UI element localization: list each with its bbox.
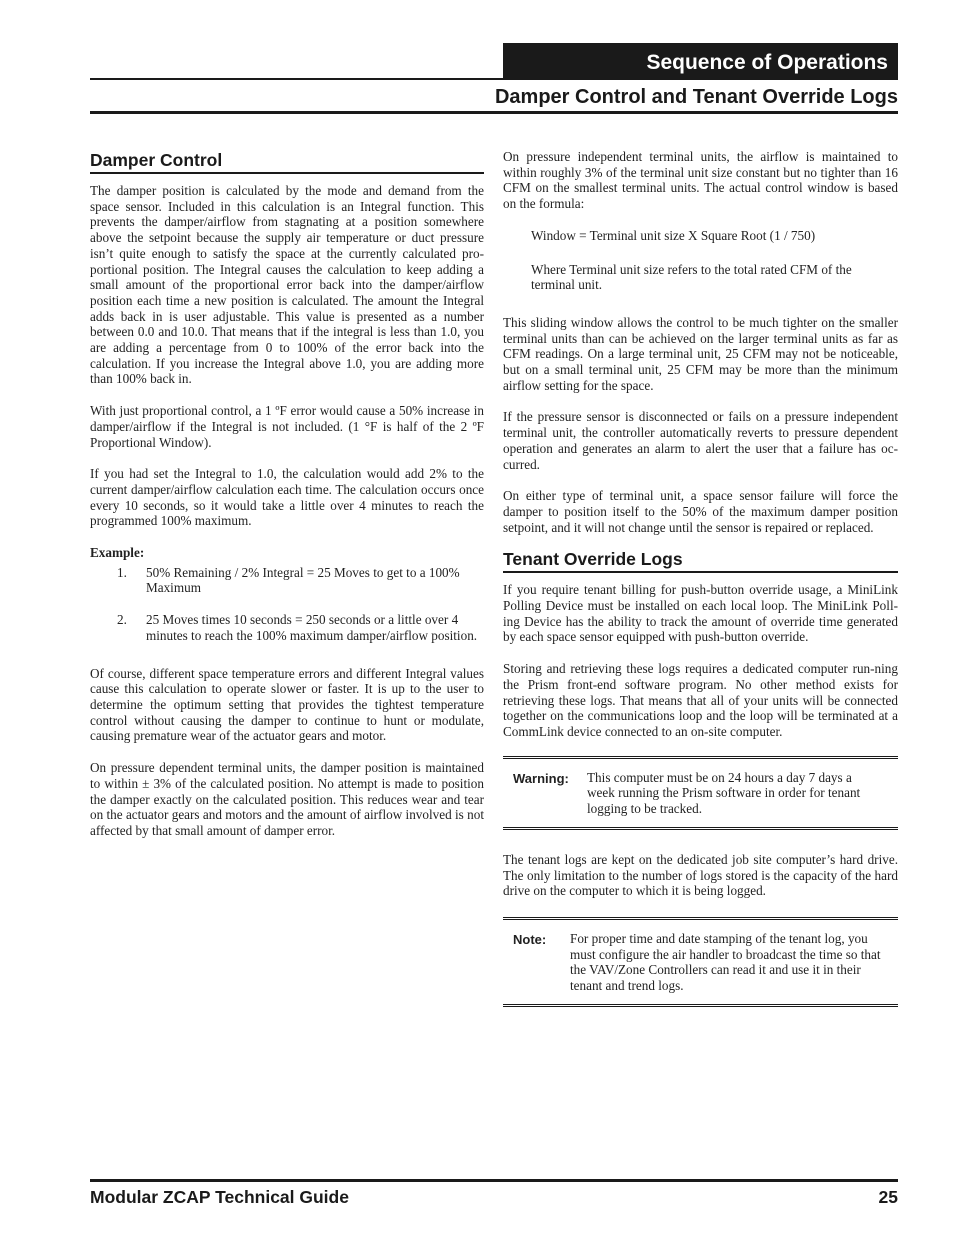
note-label: Note: [513, 931, 547, 947]
section-header-title: Sequence of Operations [503, 43, 898, 79]
tenant-override-heading: Tenant Override Logs [503, 548, 898, 573]
damper-control-heading: Damper Control [90, 149, 484, 174]
list-text: 50% Remaining / 2% Integral = 25 Moves to get to a 100% Maximum [146, 564, 460, 596]
paragraph: If you had set the Integral to 1.0, the calculation would add 2% to the current damper/airflow calculation each time. The calculation occurs once every 10 seconds, so it would take a little over 4 minutes to reach the programmed 100% maximum. [90, 466, 484, 529]
example-list [90, 565, 484, 644]
paragraph: On pressure independent terminal units, the airflow is maintained to within roughly 3% of the terminal unit size constant but no tighter than 16 CFM on the smallest terminal units. The actual control window is based on the formula: [503, 149, 898, 212]
left-column [90, 149, 484, 839]
list-item [90, 612, 484, 643]
paragraph: Of course, different space temperature errors and different Integral values cause this calculation to operate slower or faster. It is up to the user to determine the optimum setting that provides the tightest temperature control without causing the damper to continue to hunt or modulate, causing premature wear of the actuator gears and motor. [90, 665, 484, 744]
footer-title: Modular ZCAP Technical Guide [90, 1187, 349, 1207]
paragraph: The tenant logs are kept on the dedicated job site computer’s hard drive. The only limitation to the number of logs stored is the capacity of the hard drive on the computer to which it is being logged. [503, 851, 898, 899]
header-rule-thick [90, 111, 898, 114]
note-callout [503, 917, 898, 1007]
right-column [503, 149, 898, 1029]
header-rule [90, 78, 898, 80]
warning-callout [503, 756, 898, 830]
page-subtitle: Damper Control and Tenant Override Logs [494, 86, 898, 108]
example-label: Example: [90, 545, 145, 561]
paragraph: On either type of terminal unit, a space sensor failure will force the damper to position itself to the 50% of the maximum damper position setpoint, and it will not change until the sensor is repaired or replaced. [503, 488, 898, 535]
paragraph: This sliding window allows the control to be much tighter on the smaller terminal units than can be achieved on the larger terminal units as far as CFM readings. On a large terminal unit, 25 CFM may not be noticeable, but on a small terminal unit, 25 CFM may be more than the minimum airflow setting for the space. [503, 314, 898, 393]
paragraph: If the pressure sensor is disconnected or fails on a pressure independent terminal unit, the controller automatically reverts to pressure dependent operation and generates an alarm to alert the user that a failure has oc-curred. [503, 409, 898, 472]
list-number: 1. [117, 564, 127, 580]
list-item [90, 565, 484, 596]
paragraph: With just proportional control, a 1 ºF error would cause a 50% increase in damper/airflow if the Integral is not included. (1 °F is half of the 2 ºF Proportional Window). [90, 403, 484, 450]
warning-text: This computer must be on 24 hours a day 7 days a week running the Prism software in order for tenant logging to be tracked. [587, 769, 861, 817]
paragraph: Storing and retrieving these logs requires a dedicated computer run-ning the Prism front-end software program. No other method exists for retrieving these logs. That means that all of your units will be connected together on the communications loop and the loop will be terminated at a CommLink device connected to an on-site computer. [503, 661, 898, 739]
paragraph: If you require tenant billing for push-button override usage, a MiniLink Polling Device must be installed on each local loop. The MiniLink Poll-ing Device has the ability to track the amount of override time generated by each space sensor equipped with push-button override. [503, 582, 898, 645]
list-number: 2. [117, 612, 127, 628]
note-text: For proper time and date stamping of the tenant log, you must configure the air handler to broadcast the time so that the VAV/Zone Controllers can read it and use it in their tenant and trend logs. [570, 930, 881, 994]
formula-note: Where Terminal unit size refers to the total rated CFM of the terminal unit. [531, 261, 852, 293]
paragraph: On pressure dependent terminal units, the damper position is maintained to within ± 3% of the calculated position. No attempt is made to position the damper exactly on the calculated position. This reduces wear and tear on the actuator gears and motors and the amount of airflow involved is not affected by that small amount of damper error. [90, 760, 484, 838]
warning-label: Warning: [513, 770, 569, 786]
paragraph: The damper position is calculated by the mode and demand from the space sensor. Included in this calculation is an Integral function. This prevents the damper/airflow from stagnating at a position somewhere above the setpoint because the supply air temperature or duct pressure isn’t quite enough to satisfy the space at the currently calculated pro-portional position. The Integral causes the calculation to keep adding a small amount of the proportional error back into the damper/airflow position each time a new position is calculated. The amount the Integral adds back in is user adjustable. This value is presented as a number between 0.0 and 10.0. That means that if the integral is less than 1.0, you are adding a percentage from 0 to 100% of the error back into the calculation. If you increase the Integral above 1.0, you are adding more than 100% back in. [90, 183, 484, 387]
formula: Window = Terminal unit size X Square Root (1 / 750) [531, 227, 816, 243]
page-number: 25 [878, 1187, 898, 1207]
footer-rule [90, 1179, 898, 1182]
list-text: 25 Moves times 10 seconds = 250 seconds or a little over 4 minutes to reach the 100% maximum damper/airflow position. [146, 612, 478, 643]
